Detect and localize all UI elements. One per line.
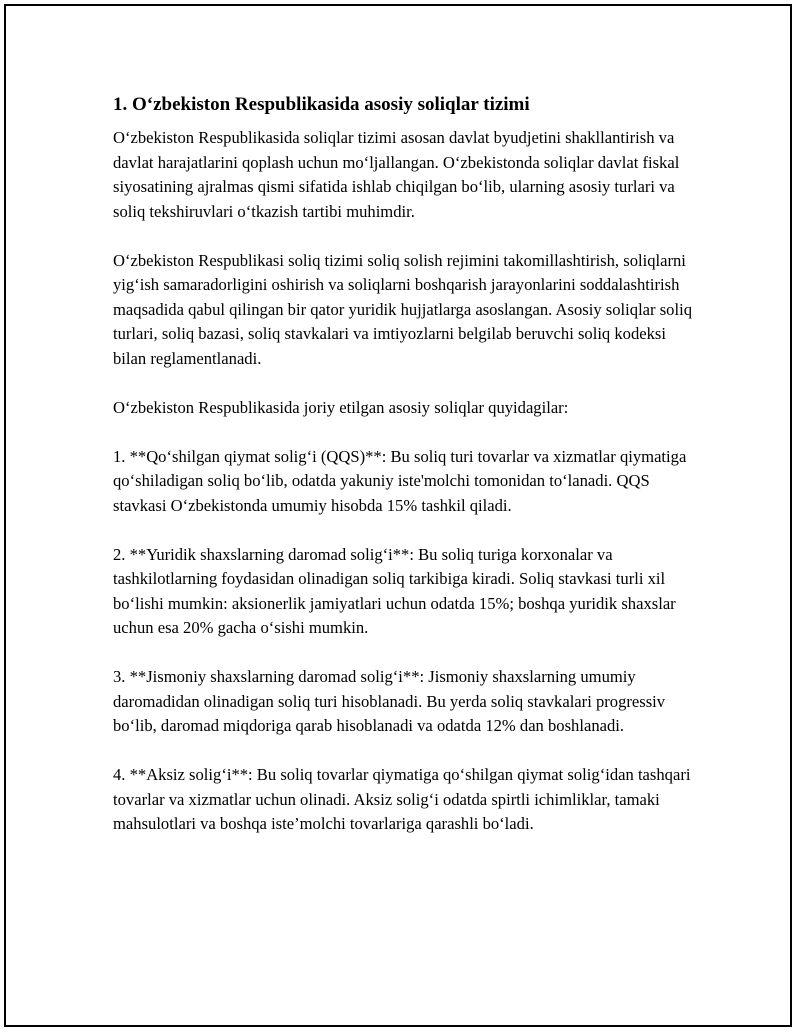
list-item-corporate-tax: 2. **Yuridik shaxslarning daromad solig‘i**: Bu soliq turiga korxonalar va tashkilotlarning foydasidan olinadigan soliq tarkibiga kiradi. Soliq stavkasi turli xil bo‘lishi mumkin: aksionerlik jamiyatlari uchun odatda 15%; boshqa yuridik shaxslar uchun esa 20% gacha o‘sishi mumkin. bbox=[113, 544, 676, 637]
list-item-excise-tax: 4. **Aksiz solig‘i**: Bu soliq tovarlar qiymatiga qo‘shilgan qiymat solig‘idan tashqari tovarlar va xizmatlar uchun olinadi. Aksiz solig‘i odatda spirtli ichimliklar, tamaki mahsulotlari va boshqa iste’molchi tovarlariga qarashli bo‘ladi. bbox=[113, 765, 691, 833]
list-item-vat: 1. **Qo‘shilgan qiymat solig‘i (QQS)**: Bu soliq turi tovarlar va xizmatlar qiymatiga qo‘shiladigan soliq bo‘lib, odatda yakuniy iste'molchi tomonidan to‘lanadi. QQS stavkasi O‘zbekistonda umumiy hisobda 15% tashkil qiladi. bbox=[113, 446, 687, 515]
paragraph-list-intro: O‘zbekiston Respublikasida joriy etilgan asosiy soliqlar quyidagilar: bbox=[113, 397, 569, 417]
list-item-personal-income-tax: 3. **Jismoniy shaxslarning daromad solig‘i**: Jismoniy shaxslarning umumiy daromadidan olinadigan soliq turi hisoblanadi. Bu yerda soliq stavkalari progressiv bo‘lib, daromad miqdoriga qarab hisoblanadi va odatda 12% dan boshlanadi. bbox=[113, 667, 666, 735]
paragraph-legal-basis: O‘zbekiston Respublikasi soliq tizimi soliq solish rejimini takomillashtirish, soliqlarni yig‘ish samaradorligini oshirish va soliqlarni boshqarish jarayonlarini soddalashtirish maqsadida qabul qilingan bir qator yuridik hujjatlarga asoslangan. Asosiy soliqlar soliq turlari, soliq bazasi, soliq stavkalari va imtiyozlarni belgilab beruvchi soliq kodeksi bilan reglamentlanadi. bbox=[113, 250, 692, 368]
document-body bbox=[113, 92, 693, 861]
document-title: 1. O‘zbekiston Respublikasida asosiy soliqlar tizimi bbox=[113, 94, 530, 115]
paragraph-intro: O‘zbekiston Respublikasida soliqlar tizimi asosan davlat byudjetini shakllantirish va davlat harajatlarini qoplash uchun mo‘ljallangan. O‘zbekistonda soliqlar davlat fiskal siyosatining ajralmas qismi sifatida ishlab chiqilgan bo‘lib, ularning asosiy turlari va soliq tekshiruvlari o‘tkazish tartibi muhimdir. bbox=[113, 128, 680, 221]
